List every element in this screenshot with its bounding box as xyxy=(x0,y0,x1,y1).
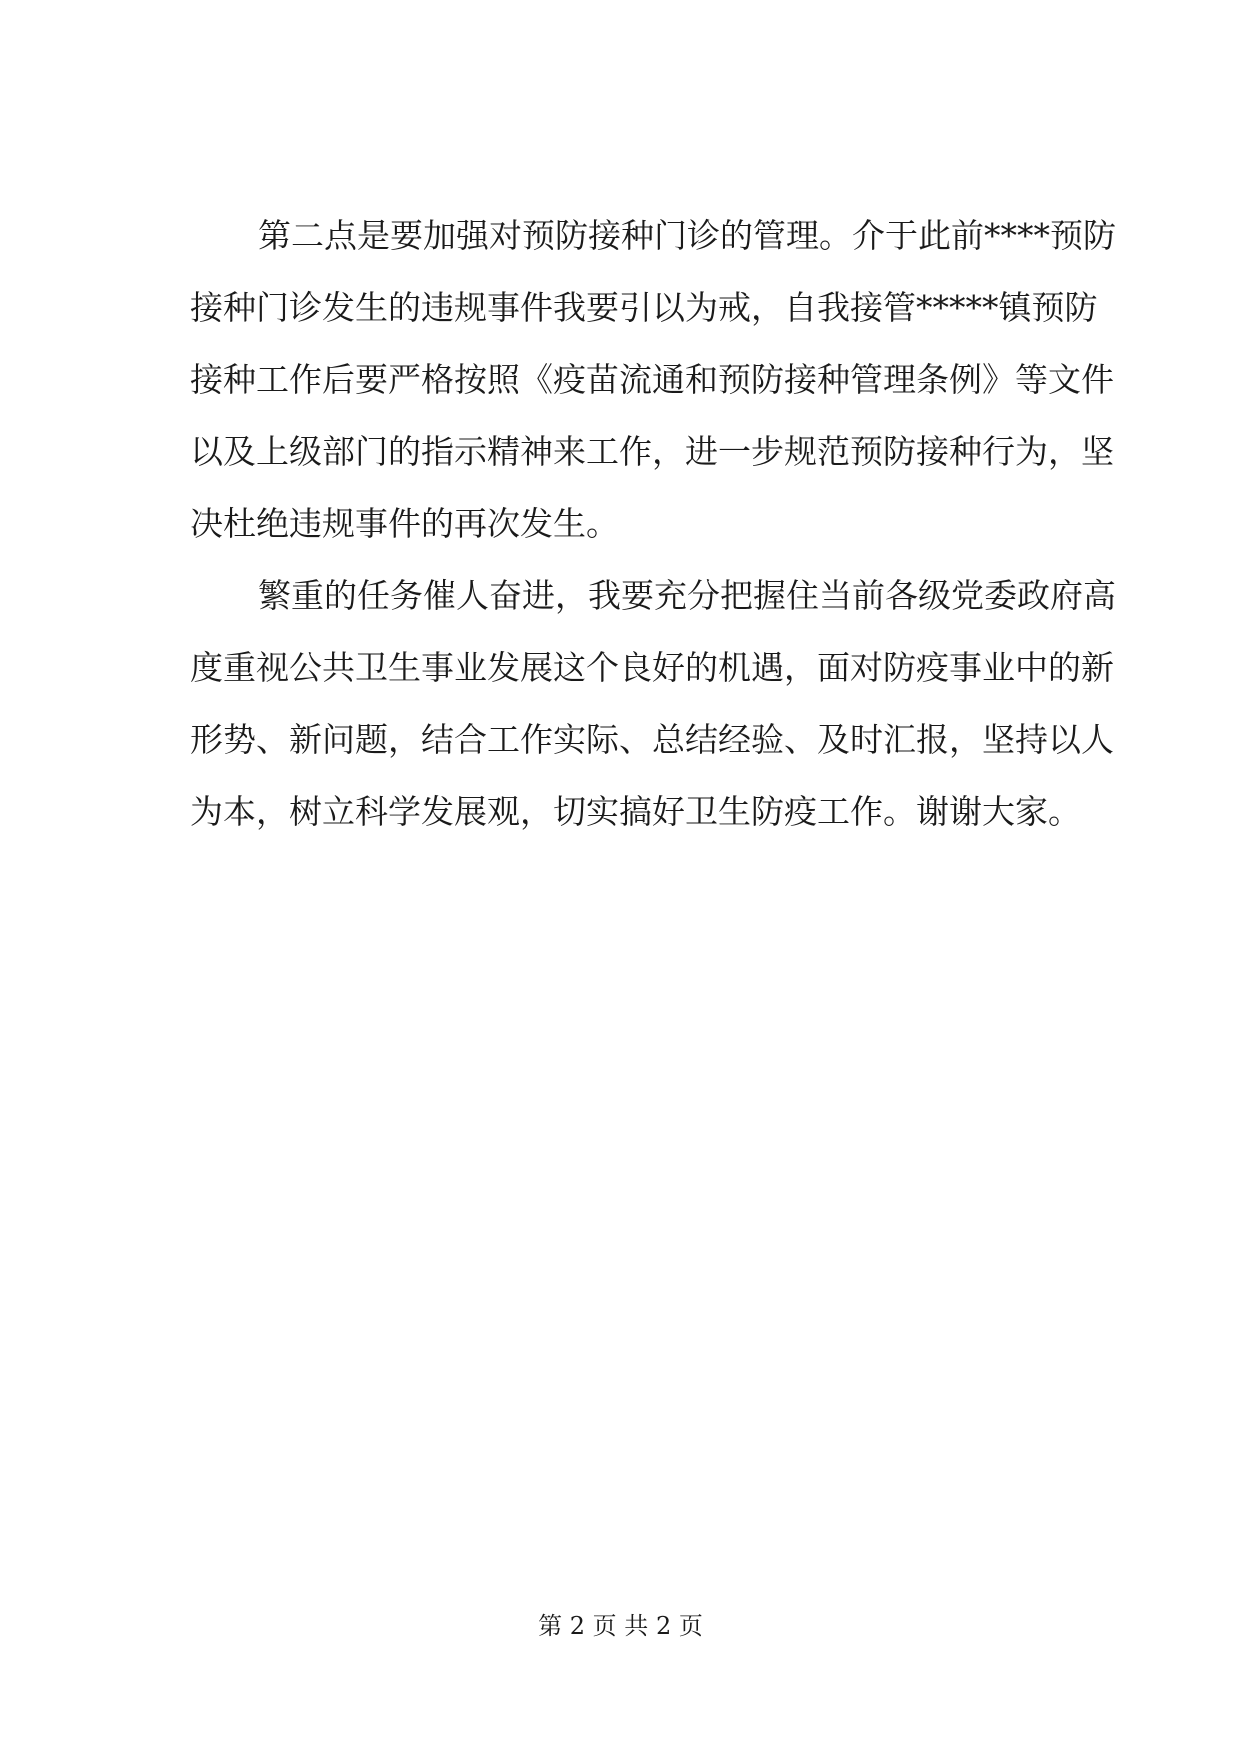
document-body xyxy=(190,200,1116,848)
paragraph-line: 接种门诊发生的违规事件我要引以为戒，自我接管*****镇预防 xyxy=(190,288,1098,327)
paragraph-line: 形势、新问题，结合工作实际、总结经验、及时汇报，坚持以人 xyxy=(190,720,1114,759)
paragraph-line: 第二点是要加强对预防接种门诊的管理。介于此前****预防 xyxy=(258,216,1116,255)
paragraph-line: 决杜绝违规事件的再次发生。 xyxy=(190,504,619,543)
page-number-label: 第 2 页 共 2 页 xyxy=(538,1612,703,1640)
paragraph-line: 接种工作后要严格按照《疫苗流通和预防接种管理条例》等文件 xyxy=(190,360,1114,399)
paragraph xyxy=(190,560,1116,848)
page-footer xyxy=(0,1610,1241,1642)
paragraph-line: 繁重的任务催人奋进，我要充分把握住当前各级党委政府高 xyxy=(258,576,1116,615)
paragraph-line: 以及上级部门的指示精神来工作，进一步规范预防接种行为，坚 xyxy=(190,432,1114,471)
paragraph xyxy=(190,200,1116,560)
paragraph-line: 度重视公共卫生事业发展这个良好的机遇，面对防疫事业中的新 xyxy=(190,648,1114,687)
paragraph-line: 为本，树立科学发展观，切实搞好卫生防疫工作。谢谢大家。 xyxy=(190,792,1081,831)
